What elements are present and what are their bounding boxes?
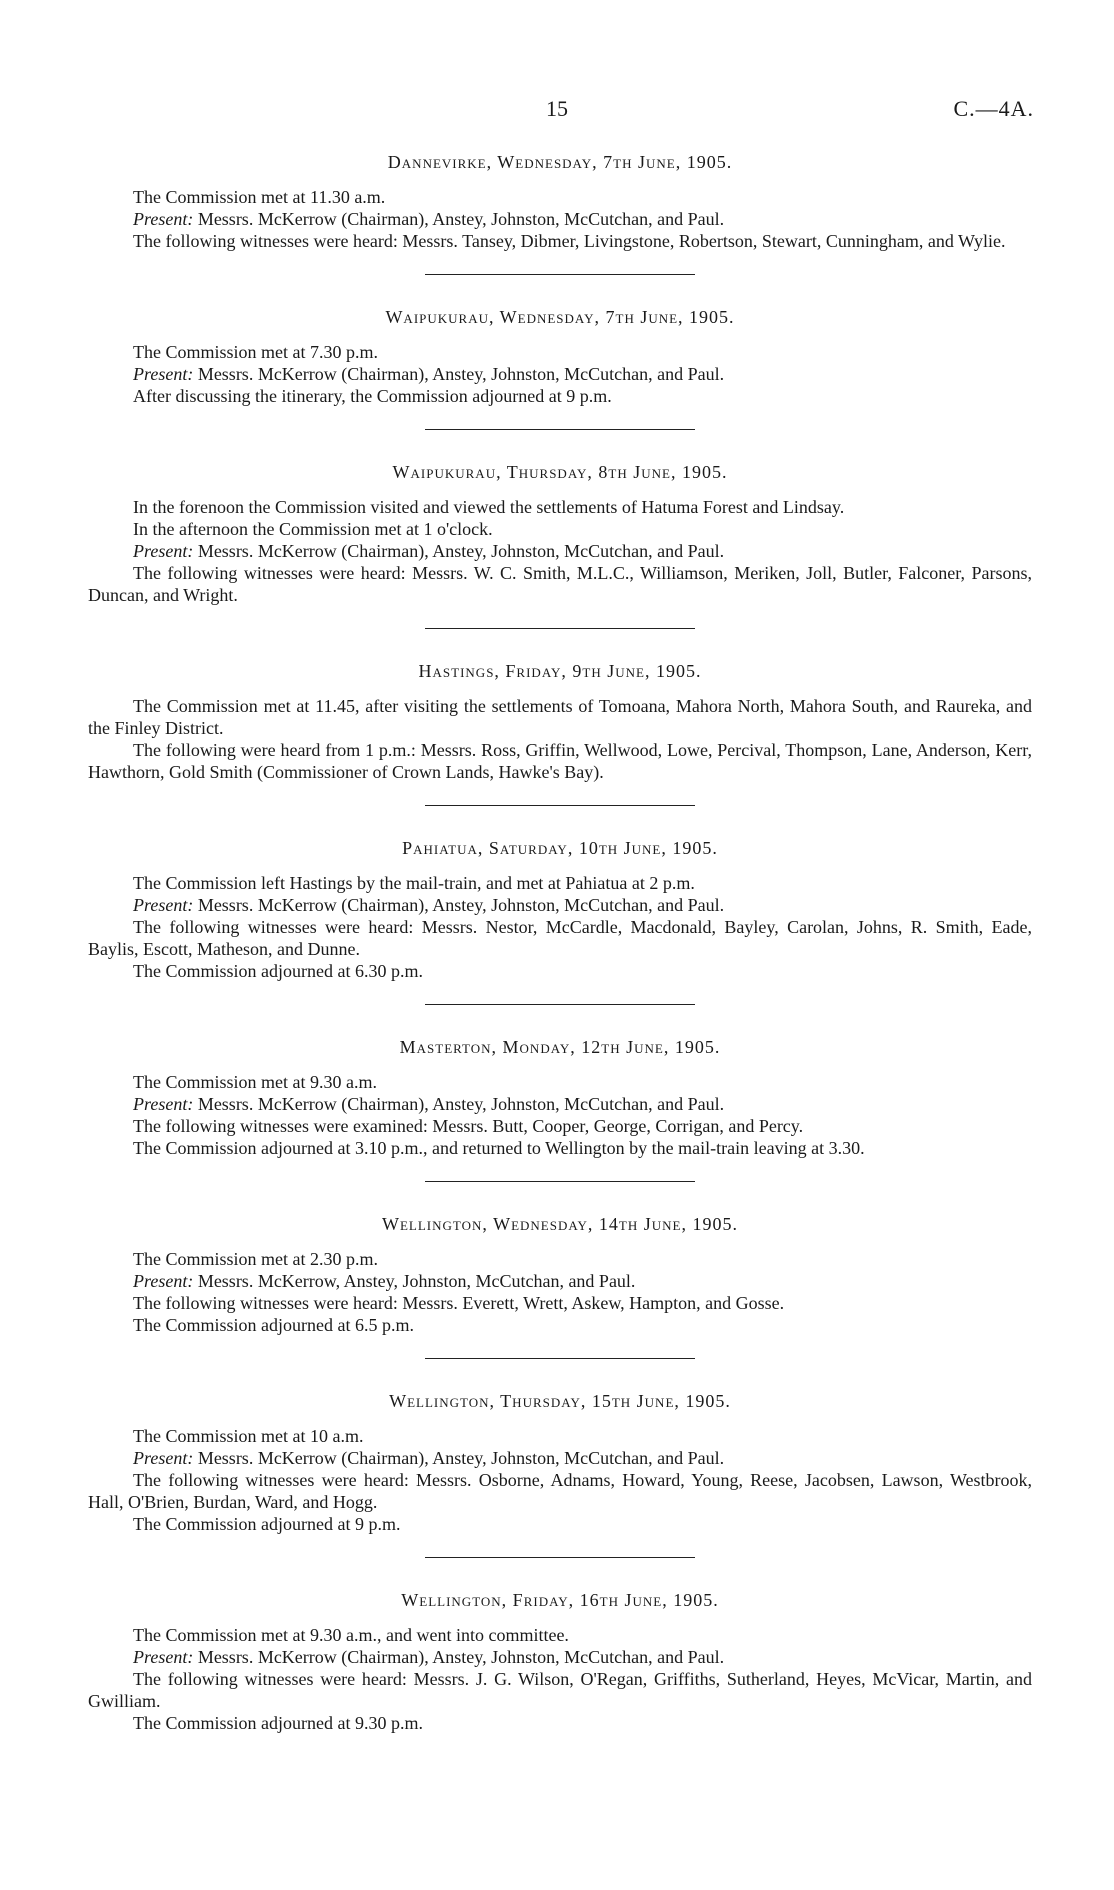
section-heading: Wellington, Wednesday, 14th June, 1905. bbox=[382, 1214, 738, 1234]
section-heading: Wellington, Thursday, 15th June, 1905. bbox=[389, 1391, 731, 1411]
paragraph-text: The Commission met at 9.30 a.m., and went into committee. bbox=[133, 1625, 569, 1645]
paragraph-text: The Commission met at 9.30 a.m. bbox=[133, 1072, 377, 1092]
minutes-paragraph bbox=[88, 739, 1032, 783]
present-paragraph bbox=[88, 363, 1032, 385]
section-divider bbox=[425, 1004, 695, 1005]
minutes-paragraph bbox=[88, 496, 1032, 518]
paragraph-text: The following witnesses were heard: Messrs. Everett, Wrett, Askew, Hampton, and Gosse. bbox=[133, 1293, 785, 1313]
minutes-paragraph bbox=[88, 1668, 1032, 1712]
section-heading: Dannevirke, Wednesday, 7th June, 1905. bbox=[387, 152, 733, 172]
present-label: Present: bbox=[133, 1271, 194, 1291]
paragraph-text: Messrs. McKerrow, Anstey, Johnston, McCutchan, and Paul. bbox=[193, 1271, 636, 1291]
paragraph-text: The Commission adjourned at 3.10 p.m., and returned to Wellington by the mail-train leaving at 3.30. bbox=[133, 1138, 865, 1158]
page-number: 15 bbox=[546, 96, 568, 121]
paragraph-text: The Commission met at 11.30 a.m. bbox=[133, 187, 386, 207]
section-heading: Pahiatua, Saturday, 10th June, 1905. bbox=[402, 838, 718, 858]
minutes-paragraph bbox=[88, 230, 1032, 252]
paragraph-text: Messrs. McKerrow (Chairman), Anstey, Johnston, McCutchan, and Paul. bbox=[193, 209, 725, 229]
present-paragraph bbox=[88, 1646, 1032, 1668]
minutes-paragraph bbox=[88, 1071, 1032, 1093]
present-paragraph bbox=[88, 1093, 1032, 1115]
present-label: Present: bbox=[133, 364, 194, 384]
paragraph-text: Messrs. McKerrow (Chairman), Anstey, Johnston, McCutchan, and Paul. bbox=[193, 364, 725, 384]
minutes-paragraph bbox=[88, 1712, 1032, 1734]
minutes-paragraph bbox=[88, 341, 1032, 363]
present-label: Present: bbox=[133, 895, 194, 915]
section-heading: Waipukurau, Wednesday, 7th June, 1905. bbox=[385, 307, 735, 327]
meeting-section bbox=[88, 305, 1032, 407]
minutes-paragraph bbox=[88, 960, 1032, 982]
minutes-paragraph bbox=[88, 1292, 1032, 1314]
meeting-section bbox=[88, 659, 1032, 783]
meeting-section bbox=[88, 1212, 1032, 1336]
meeting-section bbox=[88, 460, 1032, 606]
minutes-paragraph bbox=[88, 872, 1032, 894]
minutes-paragraph bbox=[88, 1425, 1032, 1447]
minutes-paragraph bbox=[88, 186, 1032, 208]
paragraph-text: Messrs. McKerrow (Chairman), Anstey, Johnston, McCutchan, and Paul. bbox=[193, 1448, 725, 1468]
paragraph-text: The following witnesses were heard: Messrs. Tansey, Dibmer, Livingstone, Robertson, Stewart, Cunningham, and Wylie. bbox=[133, 231, 1006, 251]
paragraph-text: Messrs. McKerrow (Chairman), Anstey, Johnston, McCutchan, and Paul. bbox=[193, 541, 725, 561]
minutes-paragraph bbox=[88, 695, 1032, 739]
minutes-paragraph bbox=[88, 916, 1032, 960]
paragraph-text: Messrs. McKerrow (Chairman), Anstey, Johnston, McCutchan, and Paul. bbox=[193, 1094, 725, 1114]
section-divider bbox=[425, 1358, 695, 1359]
minutes-paragraph bbox=[88, 1624, 1032, 1646]
section-divider bbox=[425, 274, 695, 275]
present-paragraph bbox=[88, 208, 1032, 230]
paragraph-text: The Commission met at 10 a.m. bbox=[133, 1426, 364, 1446]
document-reference: C.—4A. bbox=[953, 96, 1034, 121]
section-divider bbox=[425, 1181, 695, 1182]
meeting-section bbox=[88, 836, 1032, 982]
meeting-section bbox=[88, 1588, 1032, 1734]
paragraph-text: The following were heard from 1 p.m.: Messrs. Ross, Griffin, Wellwood, Lowe, Percival, Thompson, Lane, Anderson, Kerr, Hawthorn, Gold Smith (Commissioner of Crown Lands, Hawke's Bay). bbox=[88, 740, 1032, 782]
section-divider bbox=[425, 628, 695, 629]
minutes-paragraph bbox=[88, 1115, 1032, 1137]
paragraph-text: After discussing the itinerary, the Commission adjourned at 9 p.m. bbox=[133, 386, 612, 406]
paragraph-text: The following witnesses were heard: Messrs. J. G. Wilson, O'Regan, Griffiths, Sutherland, Heyes, McVicar, Martin, and Gwilliam. bbox=[88, 1669, 1032, 1711]
paragraph-text: In the forenoon the Commission visited and viewed the settlements of Hatuma Forest and Lindsay. bbox=[133, 497, 845, 517]
minutes-paragraph bbox=[88, 1248, 1032, 1270]
present-paragraph bbox=[88, 1270, 1032, 1292]
present-label: Present: bbox=[133, 541, 194, 561]
paragraph-text: In the afternoon the Commission met at 1 o'clock. bbox=[133, 519, 493, 539]
paragraph-text: The Commission adjourned at 9.30 p.m. bbox=[133, 1713, 423, 1733]
present-paragraph bbox=[88, 540, 1032, 562]
minutes-paragraph bbox=[88, 1137, 1032, 1159]
paragraph-text: The Commission adjourned at 6.5 p.m. bbox=[133, 1315, 414, 1335]
section-divider bbox=[425, 429, 695, 430]
section-divider bbox=[425, 1557, 695, 1558]
minutes-paragraph bbox=[88, 562, 1032, 606]
paragraph-text: The Commission adjourned at 6.30 p.m. bbox=[133, 961, 423, 981]
meeting-section bbox=[88, 1389, 1032, 1535]
present-label: Present: bbox=[133, 1647, 194, 1667]
section-heading: Masterton, Monday, 12th June, 1905. bbox=[399, 1037, 721, 1057]
minutes-body bbox=[88, 150, 1032, 1734]
paragraph-text: The Commission met at 7.30 p.m. bbox=[133, 342, 378, 362]
paragraph-text: The Commission met at 2.30 p.m. bbox=[133, 1249, 378, 1269]
minutes-paragraph bbox=[88, 518, 1032, 540]
paragraph-text: The following witnesses were heard: Messrs. Nestor, McCardle, Macdonald, Bayley, Carolan, Johns, R. Smith, Eade, Baylis, Escott, Matheson, and Dunne. bbox=[88, 917, 1032, 959]
present-paragraph bbox=[88, 894, 1032, 916]
minutes-paragraph bbox=[88, 385, 1032, 407]
section-heading: Hastings, Friday, 9th June, 1905. bbox=[418, 661, 702, 681]
paragraph-text: The following witnesses were heard: Messrs. W. C. Smith, M.L.C., Williamson, Meriken, Joll, Butler, Falconer, Parsons, Duncan, and Wright. bbox=[88, 563, 1032, 605]
section-divider bbox=[425, 805, 695, 806]
minutes-paragraph bbox=[88, 1314, 1032, 1336]
paragraph-text: Messrs. McKerrow (Chairman), Anstey, Johnston, McCutchan, and Paul. bbox=[193, 1647, 725, 1667]
paragraph-text: The Commission adjourned at 9 p.m. bbox=[133, 1514, 401, 1534]
minutes-paragraph bbox=[88, 1513, 1032, 1535]
present-label: Present: bbox=[133, 209, 194, 229]
paragraph-text: The following witnesses were examined: Messrs. Butt, Cooper, George, Corrigan, and Percy. bbox=[133, 1116, 804, 1136]
paragraph-text: Messrs. McKerrow (Chairman), Anstey, Johnston, McCutchan, and Paul. bbox=[193, 895, 725, 915]
meeting-section bbox=[88, 150, 1032, 252]
meeting-section bbox=[88, 1035, 1032, 1159]
section-heading: Wellington, Friday, 16th June, 1905. bbox=[401, 1590, 719, 1610]
present-paragraph bbox=[88, 1447, 1032, 1469]
paragraph-text: The Commission met at 11.45, after visiting the settlements of Tomoana, Mahora North, Mahora South, and Raureka, and the Finley District. bbox=[88, 696, 1032, 738]
present-label: Present: bbox=[133, 1094, 194, 1114]
section-heading: Waipukurau, Thursday, 8th June, 1905. bbox=[392, 462, 728, 482]
present-label: Present: bbox=[133, 1448, 194, 1468]
paragraph-text: The following witnesses were heard: Messrs. Osborne, Adnams, Howard, Young, Reese, Jacobsen, Lawson, Westbrook, Hall, O'Brien, Burdan, Ward, and Hogg. bbox=[88, 1470, 1032, 1512]
paragraph-text: The Commission left Hastings by the mail-train, and met at Pahiatua at 2 p.m. bbox=[133, 873, 695, 893]
minutes-paragraph bbox=[88, 1469, 1032, 1513]
